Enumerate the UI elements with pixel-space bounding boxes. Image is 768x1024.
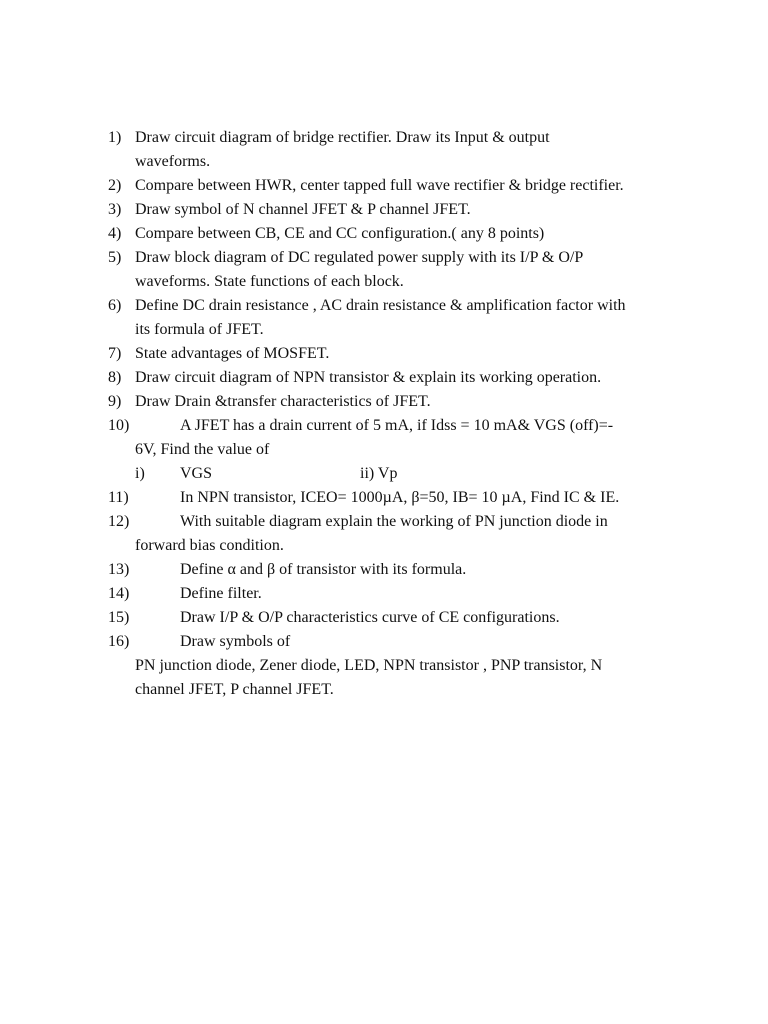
question-text: Draw I/P & O/P characteristics curve of CE configurations. xyxy=(180,609,560,626)
question-number: 3) xyxy=(108,201,122,218)
question-text: A JFET has a drain current of 5 mA, if Idss = 10 mA& VGS (off)=- xyxy=(180,417,614,434)
question-text: its formula of JFET. xyxy=(135,321,264,338)
question-number: 5) xyxy=(108,249,122,266)
question-10 xyxy=(108,414,708,438)
question-text: Draw symbol of N channel JFET & P channel JFET. xyxy=(135,201,471,218)
question-number: 12) xyxy=(108,513,130,530)
question-6 xyxy=(108,294,708,318)
question-text: In NPN transistor, ICEO= 1000µA, β=50, IB= 10 µA, Find IC & IE. xyxy=(180,489,620,506)
question-14 xyxy=(108,582,708,606)
question-number: 7) xyxy=(108,345,122,362)
question-list xyxy=(108,126,708,702)
question-text: Draw circuit diagram of bridge rectifier. Draw its Input & output xyxy=(135,129,550,146)
question-1-continuation xyxy=(108,150,708,174)
question-10-subparts xyxy=(108,462,708,486)
question-9 xyxy=(108,390,708,414)
question-number: 6) xyxy=(108,297,122,314)
question-number: 16) xyxy=(108,633,130,650)
subpart-i-text: VGS xyxy=(180,465,213,482)
question-text: Compare between CB, CE and CC configuration.( any 8 points) xyxy=(135,225,545,242)
question-number: 1) xyxy=(108,129,122,146)
question-16 xyxy=(108,630,708,654)
question-text: waveforms. xyxy=(135,153,211,170)
question-text: waveforms. State functions of each block. xyxy=(135,273,404,290)
question-8 xyxy=(108,366,708,390)
question-11 xyxy=(108,486,708,510)
question-13 xyxy=(108,558,708,582)
question-text: Draw Drain &transfer characteristics of JFET. xyxy=(135,393,431,410)
question-10-continuation xyxy=(108,438,708,462)
question-number: 10) xyxy=(108,417,130,434)
subpart-number: i) xyxy=(135,465,145,482)
question-3 xyxy=(108,198,708,222)
question-text: channel JFET, P channel JFET. xyxy=(135,681,334,698)
question-text: With suitable diagram explain the working of PN junction diode in xyxy=(180,513,608,530)
question-4 xyxy=(108,222,708,246)
question-text: PN junction diode, Zener diode, LED, NPN transistor , PNP transistor, N xyxy=(135,657,603,674)
question-number: 9) xyxy=(108,393,122,410)
question-16-continuation xyxy=(108,654,708,678)
question-text: Define filter. xyxy=(180,585,262,602)
subpart-ii-text: ii) Vp xyxy=(360,465,398,482)
question-text: Define α and β of transistor with its formula. xyxy=(180,561,467,578)
question-7 xyxy=(108,342,708,366)
question-text: forward bias condition. xyxy=(135,537,284,554)
question-number: 4) xyxy=(108,225,122,242)
question-number: 14) xyxy=(108,585,130,602)
question-2 xyxy=(108,174,708,198)
question-number: 13) xyxy=(108,561,130,578)
question-12-continuation xyxy=(108,534,708,558)
question-text: State advantages of MOSFET. xyxy=(135,345,330,362)
question-number: 15) xyxy=(108,609,130,626)
question-16-continuation xyxy=(108,678,708,702)
question-5-continuation xyxy=(108,270,708,294)
question-number: 2) xyxy=(108,177,122,194)
question-text: Draw block diagram of DC regulated power supply with its I/P & O/P xyxy=(135,249,584,266)
question-text: 6V, Find the value of xyxy=(135,441,270,458)
question-text: Draw circuit diagram of NPN transistor & explain its working operation. xyxy=(135,369,602,386)
question-15 xyxy=(108,606,708,630)
question-text: Define DC drain resistance , AC drain resistance & amplification factor with xyxy=(135,297,626,314)
question-6-continuation xyxy=(108,318,708,342)
question-1 xyxy=(108,126,708,150)
question-12 xyxy=(108,510,708,534)
question-5 xyxy=(108,246,708,270)
question-number: 11) xyxy=(108,489,129,506)
question-text: Compare between HWR, center tapped full wave rectifier & bridge rectifier. xyxy=(135,177,624,194)
question-text: Draw symbols of xyxy=(180,633,291,650)
question-number: 8) xyxy=(108,369,122,386)
